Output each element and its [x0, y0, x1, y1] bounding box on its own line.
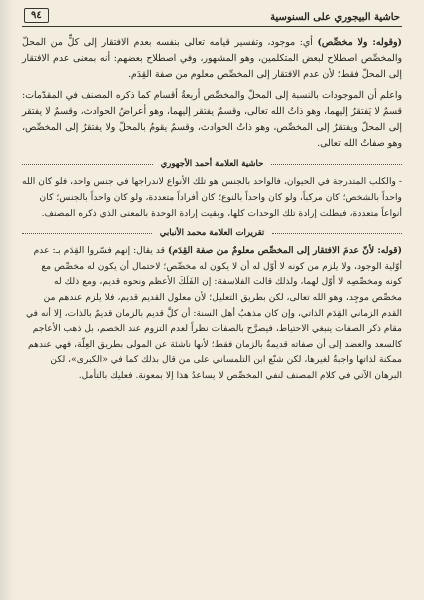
paragraph-1-text: أي: موجود، وتفسير قيامه تعالى بنفسه بعدم الافتقار إلى كلٍّ من المحلّ والمخصِّص اصطلاح لبعض المتكلمين، وهو المشهور، وفي اصطلاح بعضهم: أنه بمعنى عدم الافتقار إلى المحلّ فقط؛ لأن عدم الافتقار إلى المخصِّص معلوم من صفة القِدَم. — [22, 37, 402, 81]
hashiya-text: - والكلب المتدرجة في الحيوان، فالواحد بالجنس هو تلك الأنواع لاندراجها في جنس واحد، فلو كان الله واحداً بالشخص؛ كان مركباً، ولو كان واحداً بالنوع؛ كان أفراداً متعددة، ولو كان واحداً بالجنس؛ كان أنواعاً متعددة، فبطلت إرادة تلك الوحدات كلها، وبقيت إرادة الوحدة بالمعنى الذي ذكره المصنف. — [21, 176, 402, 219]
taqrirat-text — [22, 243, 402, 383]
page-header — [22, 8, 402, 27]
divider-line — [271, 164, 402, 165]
divider-line — [22, 233, 152, 234]
hashiya-label: حاشية العلامة أحمد الأجهوري — [160, 159, 264, 170]
taqrirat-lemma: (قوله: لأنّ عدمَ الافتقار إلى المخصِّص معلومٌ من صفة القِدَم) — [167, 245, 402, 257]
taqrirat-divider — [22, 228, 402, 238]
paragraph-2: واعلم أن الموجودات بالنسبة إلى المحلّ والمخصِّص أربعةُ أقسام كما ذكره المصنف في المقدّمات: قسمٌ لا يَفتقرُ إليهما، وهو ذاتُ الله تعالى، وقسمٌ يفتقر إليهما، وهو أعراضُ الحوادث، وقسمٌ لا يفتقر إلى المحلّ ويفتقرُ إلى المخصِّص، وهو ذاتُ الحوادث، وقسمٌ يقومُ بالمحلّ ولا يفتقرُ إلى المخصِّص، وهو صفاتُ الله تعالى. — [22, 89, 402, 150]
divider-line — [272, 233, 402, 234]
page-number: ٩٤ — [24, 8, 49, 23]
divider-line — [22, 164, 153, 165]
main-text — [22, 35, 402, 152]
paragraph-1 — [22, 35, 402, 84]
hashiya-divider — [22, 159, 402, 169]
taqrirat-body: قد يقال: إنهم فسّروا القِدَم بـ: عدم أوّلية الوجود، ولا يلزم من كونه لا أوّل له أن لا يكون له مخصِّص؛ لاحتمال أن يكون له مخصِّص مع كونه ومخصِّصِه لا أوّل لهما، ولذلك قالت الفلاسفة: إن الفَلَكَ الأعظم ونحوه قديم، ومع ذلك له مخصِّص موجِد، وهو الله تعالى، لكن بطريق التعليل؛ لأن معلول القديم قديم، فلا يلزم عندهم من القدم الزماني القِدَم الذاتي، وإن كان مذهبُ أهل السنة: أن كلَّ قديم بالزمان قديمٌ بالذات، إلا أنه في مقام ذكر الصفات ينبغي الاحتياط، فيصرَّح بالصفات نظراً لعدم التزوم عند الخصم، بل ذهب الأعاجم كالسعد والعضد إلى أن صفاته قديمةٌ بالزمان فقط؛ لأنها ناشئة عن المولى بطريق العِلّة، فهي عندهم ممكنة لذاتها واجبةٌ لغيرها، لكن شنّع ابن التلمساني على من قال بذلك كما في «الكبرى»، لكن البرهان الآتي في كلام المصنف لنفي المخصِّص لا يساعدُ هذا إلا بمعونة. فعليك بالتأمل. — [25, 245, 402, 381]
running-title: حاشية البيجوري على السنوسية — [270, 12, 400, 23]
taqrirat-label: تقريرات العلامة محمد الأنبابي — [159, 228, 265, 239]
lemma-quote: (وقوله: ولا مخصِّص) — [317, 37, 402, 48]
page-gutter-shadow — [0, 0, 14, 600]
